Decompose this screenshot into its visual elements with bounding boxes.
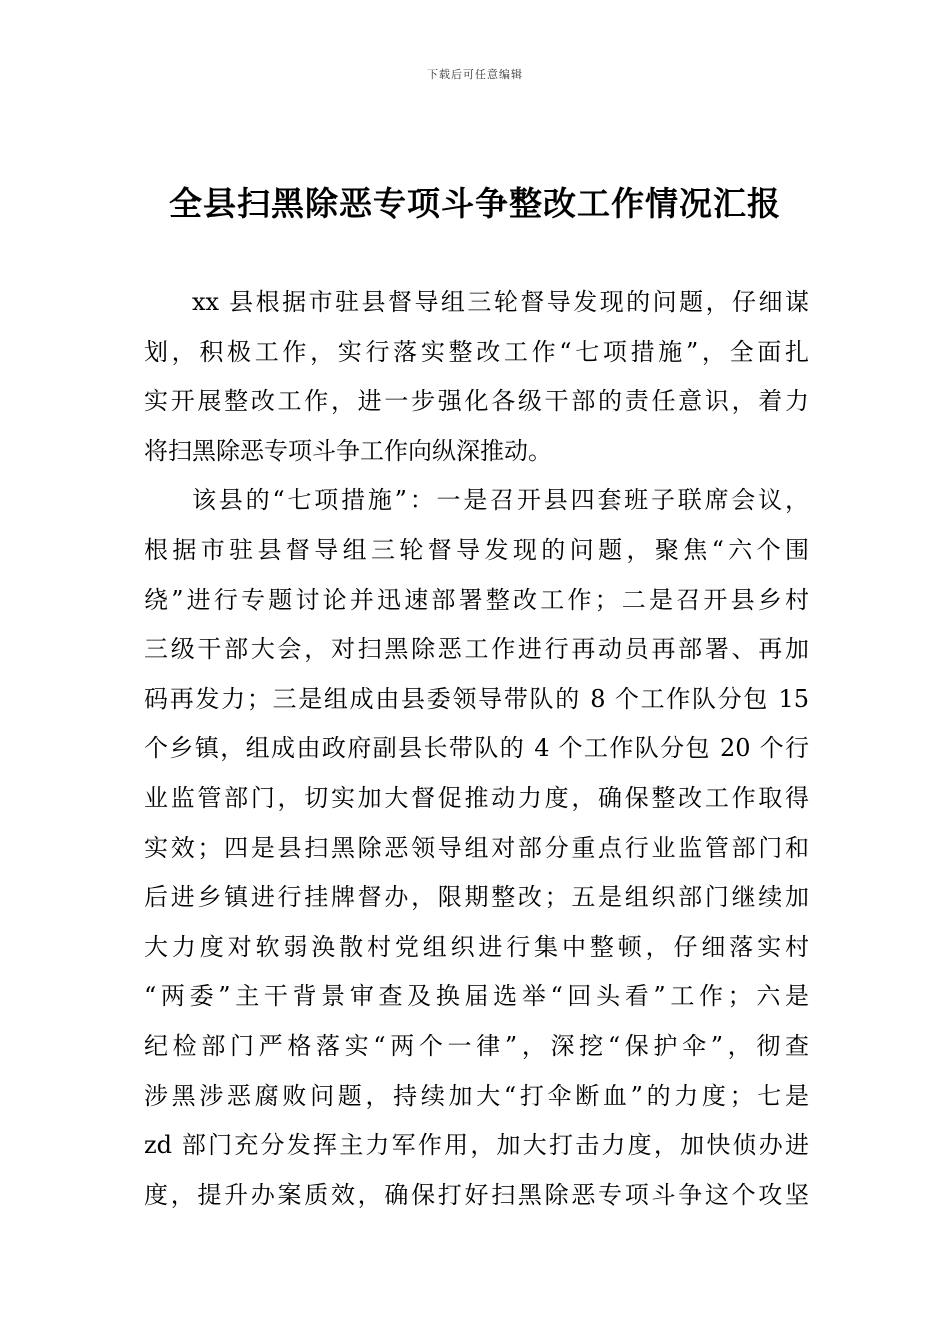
document-title: 全县扫黑除恶专项斗争整改工作情况汇报: [169, 184, 781, 223]
text-line: xx 县根据市驻县督导组三轮督导发现的问题，仔细谋: [192, 288, 809, 316]
text-line: 业监管部门，切实加大督促推动力度，确保整改工作取得: [144, 783, 809, 812]
text-line: 将扫黑除恶专项斗争工作向纵深推动。: [144, 436, 552, 465]
text-line: 大力度对软弱涣散村党组织进行集中整顿，仔细落实村: [144, 932, 809, 961]
text-line: 实效；四是县扫黑除恶领导组对部分重点行业监管部门和: [144, 833, 809, 862]
text-line: 纪检部门严格落实“两个一律”，深挖“保护伞”，彻查: [144, 1031, 809, 1060]
text-line: 绕”进行专题讨论并迅速部署整改工作；二是召开县乡村: [144, 585, 809, 614]
text-line: 度，提升办案质效，确保打好扫黑除恶专项斗争这个攻坚: [144, 1180, 809, 1209]
page-header-note: 下载后可任意编辑: [427, 68, 523, 81]
text-line: zd 部门充分发挥主力军作用，加大打击力度，加快侦办进: [144, 1131, 809, 1160]
paragraph-1: [144, 278, 809, 476]
text-line: 根据市驻县督导组三轮督导发现的问题，聚焦“六个围: [144, 535, 809, 564]
text-line: 个乡镇，组成由政府副县长带队的 4 个工作队分包 20 个行: [144, 734, 809, 763]
text-line: 该县的“七项措施”：一是召开县四套班子联席会议，: [192, 486, 809, 515]
paragraph-2: [144, 476, 809, 1220]
text-line: 实开展整改工作，进一步强化各级干部的责任意识，着力: [144, 387, 809, 416]
text-line: “两委”主干背景审查及换届选举“回头看”工作；六是: [144, 982, 809, 1011]
text-line: 码再发力；三是组成由县委领导带队的 8 个工作队分包 15: [144, 684, 809, 713]
text-line: 涉黑涉恶腐败问题，持续加大“打伞断血”的力度；七是: [144, 1081, 809, 1110]
document-body: [144, 278, 809, 1220]
text-line: 三级干部大会，对扫黑除恶工作进行再动员再部署、再加: [144, 635, 809, 664]
text-line: 后进乡镇进行挂牌督办，限期整改；五是组织部门继续加: [144, 883, 809, 912]
text-line: 划，积极工作，实行落实整改工作“七项措施”，全面扎: [144, 337, 809, 366]
